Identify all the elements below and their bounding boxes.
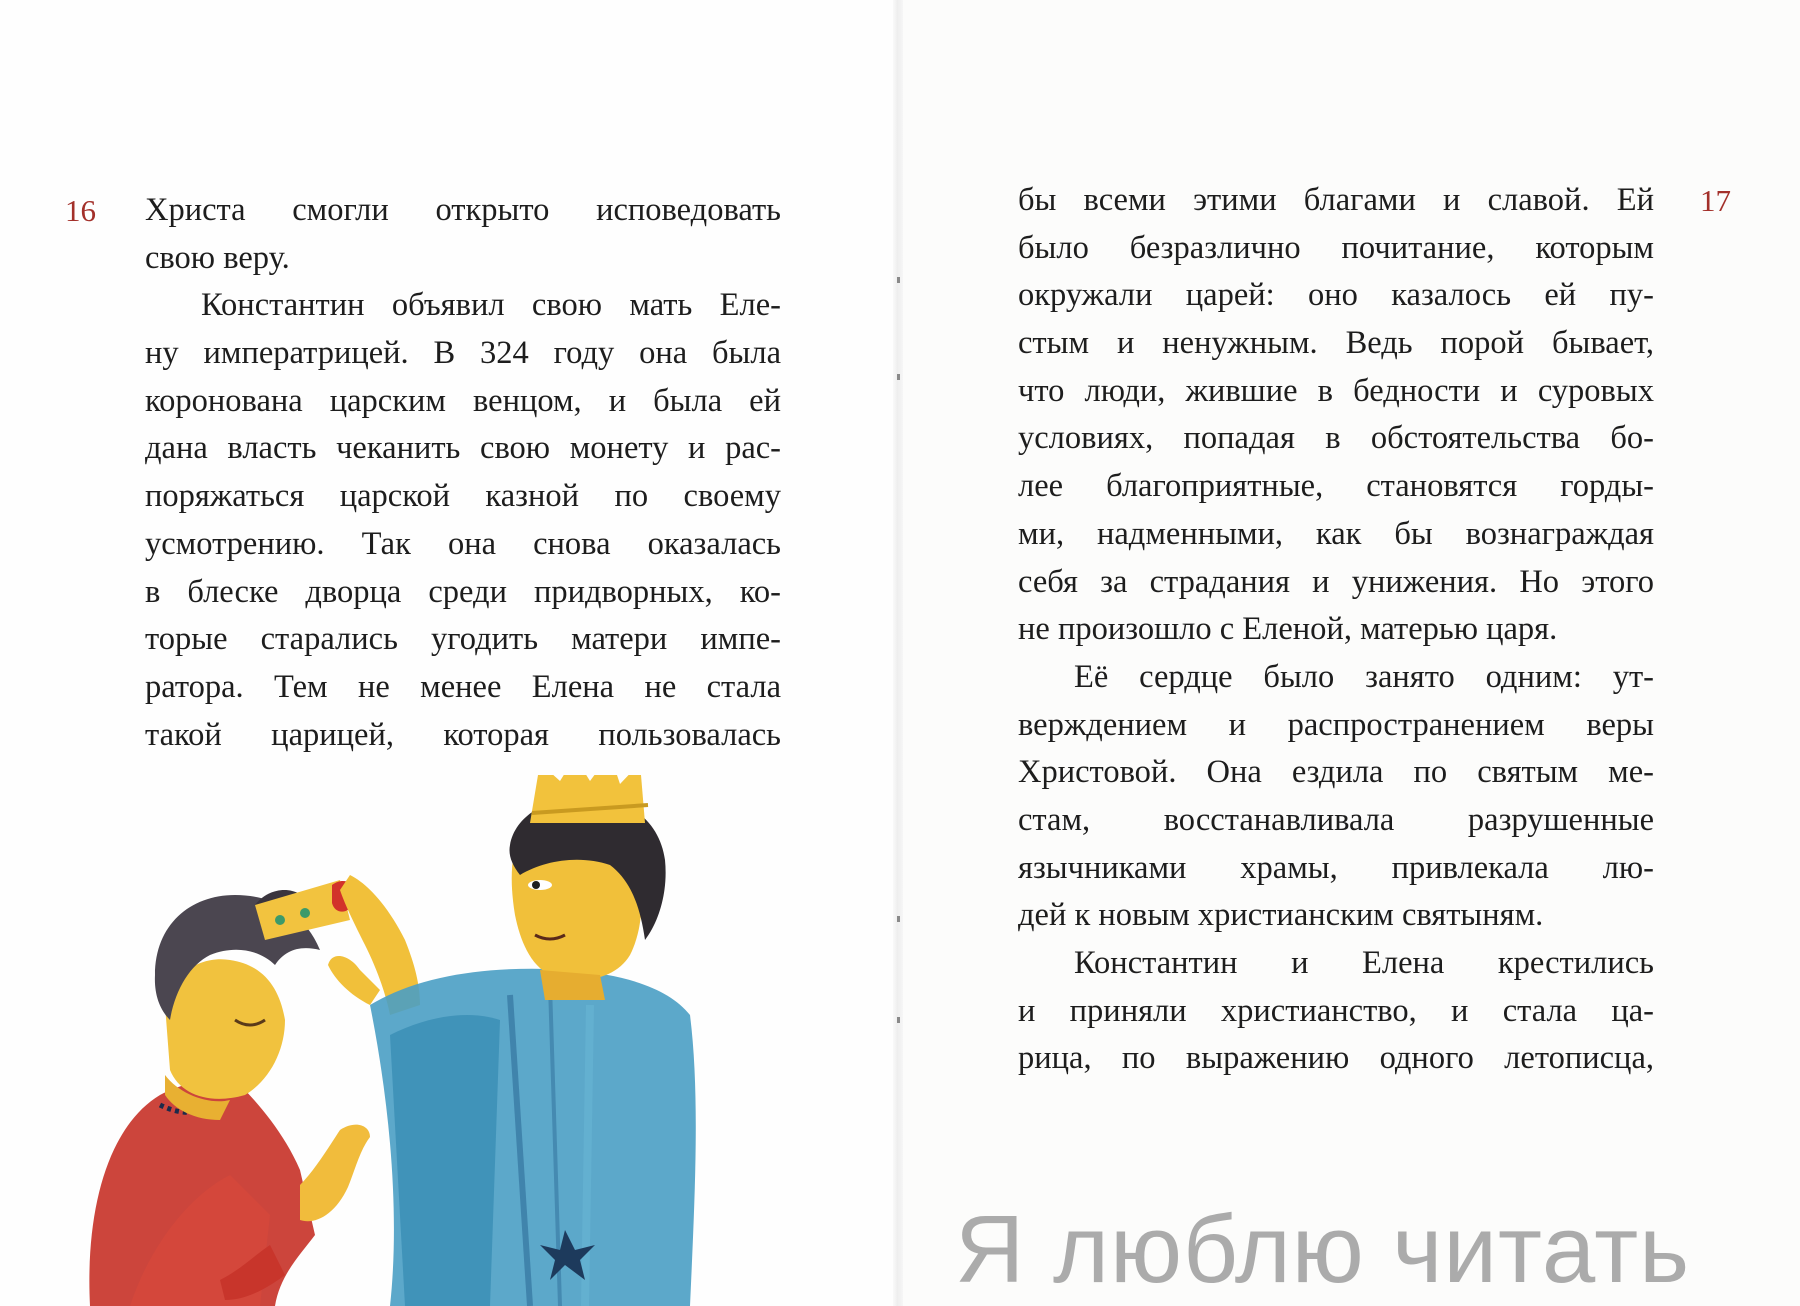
text-line: ратора. Тем не менее Елена не стала bbox=[145, 668, 781, 705]
text-line: ми, надменными, как бы вознаграждая bbox=[1018, 515, 1654, 552]
page-number-left: 16 bbox=[65, 193, 96, 228]
text-line: бы всеми этими благами и славой. Ей bbox=[1018, 182, 1654, 218]
text-line: рица, по выражению одного летописца, bbox=[1018, 1040, 1654, 1077]
site-watermark: Я люблю читать bbox=[955, 1196, 1691, 1303]
text-line: Константин и Елена крестились bbox=[1074, 945, 1654, 981]
text-line: усмотрению. Так она снова оказалась bbox=[145, 525, 781, 562]
text-line: верждением и распространением веры bbox=[1018, 706, 1654, 743]
coronation-illustration-icon bbox=[70, 775, 830, 1306]
text-line: и приняли христианство, и стала ца- bbox=[1018, 992, 1654, 1029]
text-line: Христа смогли открыто исповедовать bbox=[145, 192, 781, 228]
text-line: дей к новым христианским святыням. bbox=[1018, 897, 1544, 934]
text-line: стым и ненужным. Ведь порой бывает, bbox=[1018, 325, 1654, 362]
text-line: что люди, жившие в бедности и суровых bbox=[1018, 372, 1654, 409]
text-line: в блеске дворца среди придворных, ко- bbox=[145, 573, 781, 610]
text-line: условиях, попадая в обстоятельства бо- bbox=[1018, 420, 1654, 457]
text-line: стам, восстанавливала разрушенные bbox=[1018, 801, 1654, 838]
text-line: язычниками храмы, привлекала лю- bbox=[1018, 849, 1654, 886]
text-line: свою веру. bbox=[145, 239, 290, 276]
right-page-text bbox=[1018, 177, 1654, 1083]
text-line: не произошло с Еленой, матерью царя. bbox=[1018, 611, 1558, 648]
gutter-stitch bbox=[897, 1017, 900, 1023]
text-line: было безразлично почитание, которым bbox=[1018, 229, 1654, 266]
book-gutter bbox=[893, 0, 903, 1306]
text-line: Её сердце было занято одним: ут- bbox=[1074, 658, 1654, 695]
text-line: ну императрицей. В 324 году она была bbox=[145, 335, 781, 372]
text-line: коронована царским венцом, и была ей bbox=[145, 382, 781, 419]
text-line: Константин объявил свою мать Еле- bbox=[201, 287, 781, 324]
text-line: торые старались угодить матери импе- bbox=[145, 621, 781, 658]
gutter-stitch bbox=[897, 277, 900, 283]
text-line: себя за страдания и унижения. Но этого bbox=[1018, 563, 1654, 600]
text-line: Христовой. Она ездила по святым ме- bbox=[1018, 754, 1654, 791]
text-line: поряжаться царской казной по своему bbox=[145, 478, 781, 515]
text-line: такой царицей, которая пользовалась bbox=[145, 716, 781, 753]
page-number-right: 17 bbox=[1700, 183, 1731, 218]
text-line: дана власть чеканить свою монету и рас- bbox=[145, 430, 781, 467]
text-line: лее благоприятные, становятся горды- bbox=[1018, 468, 1654, 505]
gutter-stitch bbox=[897, 374, 900, 380]
gutter-stitch bbox=[897, 916, 900, 922]
left-page-text bbox=[145, 187, 781, 759]
text-line: окружали царей: оно казалось ей пу- bbox=[1018, 277, 1654, 314]
